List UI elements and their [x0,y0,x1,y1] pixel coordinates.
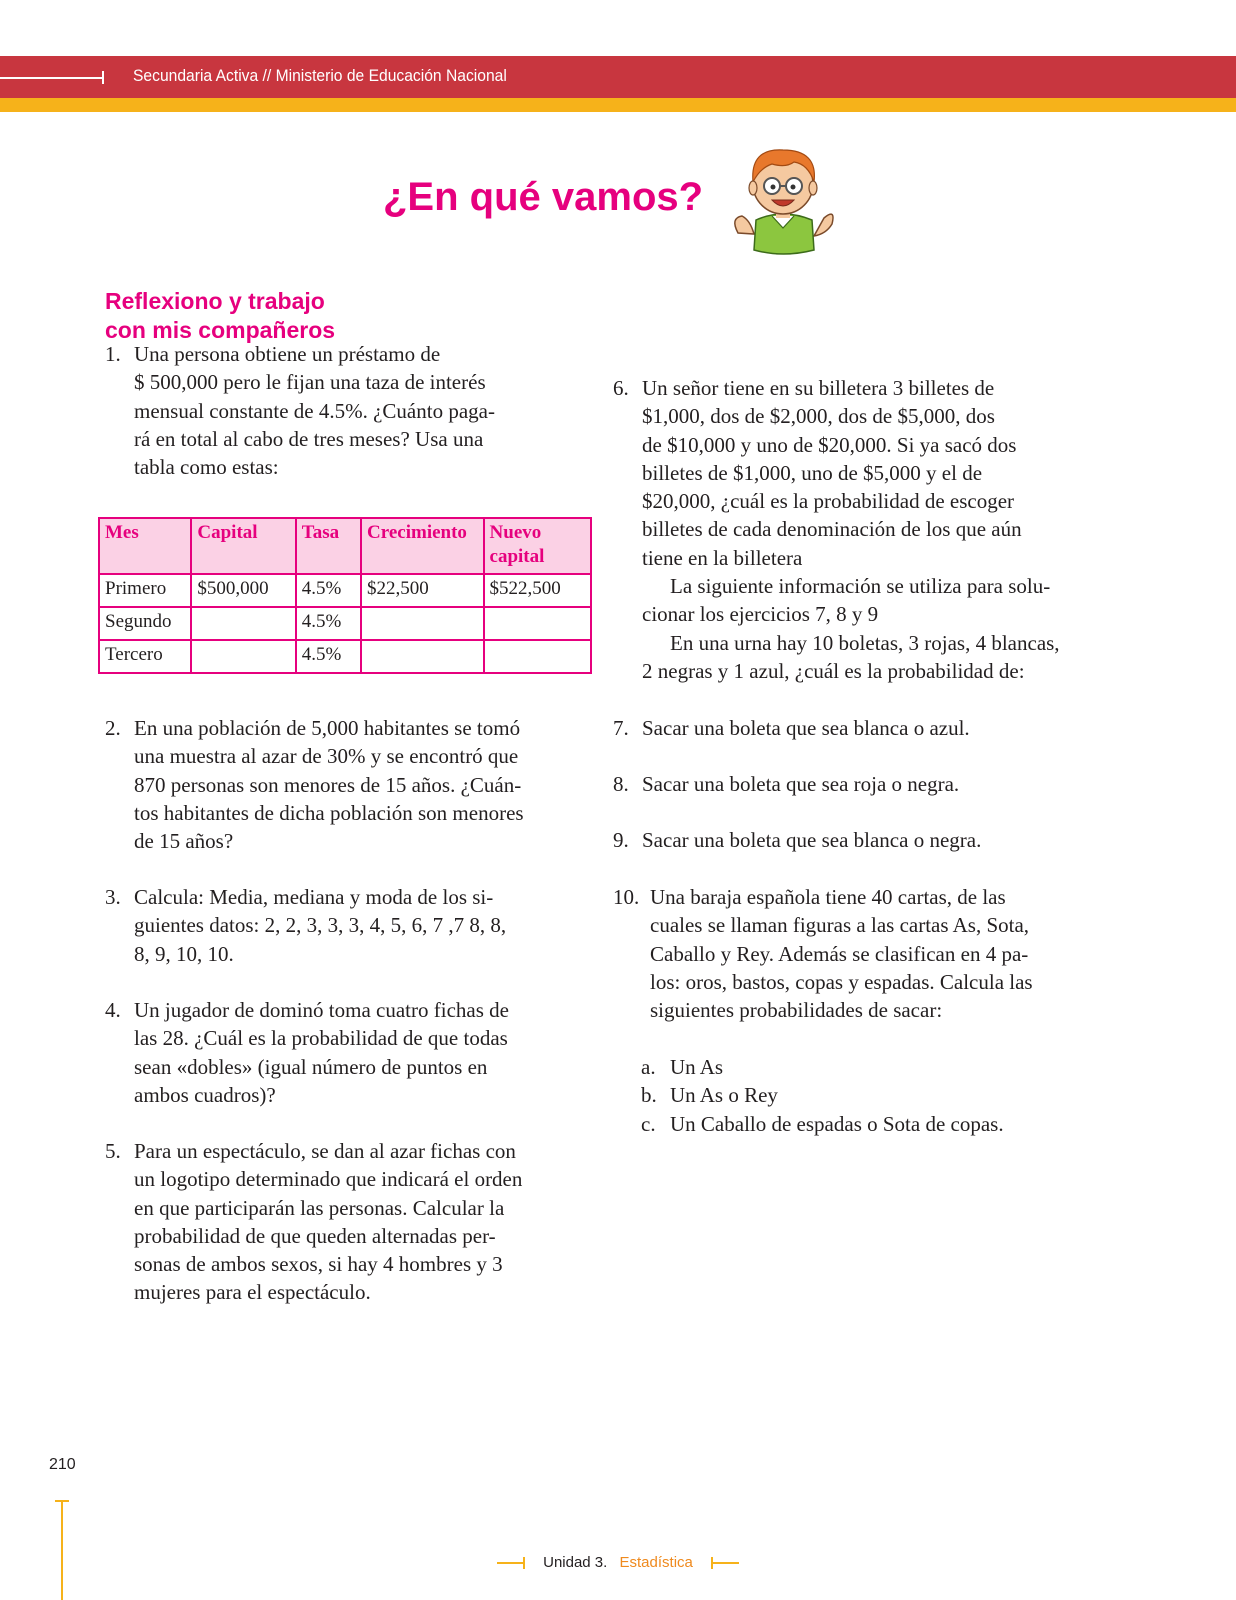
table-header-cell: Crecimiento [361,518,483,574]
header-title: Secundaria Activa // Ministerio de Educación Nacional [133,66,507,85]
text-line: mujeres para el espectáculo. [134,1280,371,1305]
table-cell: $500,000 [191,574,295,607]
table-cell: $22,500 [361,574,483,607]
text-line: 870 personas son menores de 15 años. ¿Cuán- [134,772,522,797]
exercise-text: Sacar una boleta que sea blanca o azul. [642,716,970,740]
text-line: de $10,000 y uno de $20,000. Si ya sacó dos [642,432,1017,457]
table-cell: Segundo [99,607,191,640]
table-row [99,640,591,673]
list-text: Un As o Rey [670,1083,778,1108]
text-line: una muestra al azar de 30% y se encontró que [134,744,519,769]
exercise-text: Sacar una boleta que sea roja o negra. [642,772,960,796]
exercise-text [134,1137,522,1307]
exercise-text [134,340,495,481]
text-line: 2 negras y 1 azul, ¿cuál es la probabilidad de: [642,659,1025,684]
table-row [99,607,591,640]
text-line: sean «dobles» (igual número de puntos en [134,1054,488,1079]
footer-right-tick [711,1562,739,1564]
page-title: ¿En qué vamos? [383,175,704,219]
exercise-text: Sacar una boleta que sea blanca o negra. [642,828,982,852]
text-line: 8, 9, 10, 10. [134,941,234,966]
text-line: $1,000, dos de $2,000, dos de $5,000, dos [642,404,995,429]
boy-character-illustration [728,138,838,258]
footer-topic: Estadística [619,1554,693,1571]
text-line: Caballo y Rey. Además se clasifican en 4 pa- [650,941,1029,966]
text-line: siguientes probabilidades de sacar: [650,998,943,1023]
loan-table [98,517,592,674]
table-cell: 4.5% [296,607,361,640]
text-line: un logotipo determinado que indicará el orden [134,1167,523,1192]
text-line: $20,000, ¿cuál es la probabilidad de escoger [642,489,1015,514]
exercise-number: 10. [613,885,640,909]
table-cell: Primero [99,574,191,607]
exercise-number: 7. [613,716,629,740]
text-line: Un jugador de dominó toma cuatro fichas de [134,998,509,1022]
exercise-number: 4. [105,998,121,1022]
exercise-text [650,883,1033,1024]
footer-unit: Unidad 3. [543,1554,608,1571]
text-line: tabla como estas: [134,455,279,480]
text-line: Un señor tiene en su billetera 3 billetes de [642,376,995,400]
list-letter: b. [641,1083,657,1108]
table-cell: $522,500 [484,574,591,607]
text-line: tiene en la billetera [642,545,803,570]
section-heading-line1: Reflexiono y trabajo [105,288,325,314]
table-cell: Tercero [99,640,191,673]
table-header-cell: Mes [99,518,191,574]
table-header-cell: Capital [191,518,295,574]
text-line: En una población de 5,000 habitantes se tomó [134,716,521,740]
table-cell: 4.5% [296,640,361,673]
exercise-number: 5. [105,1139,121,1163]
text-line: Una persona obtiene un préstamo de [134,342,441,366]
text-line: billetes de cada denominación de los que aún [642,517,1022,542]
footer [0,1554,1236,1571]
text-line: rá en total al cabo de tres meses? Usa una [134,426,484,451]
list-letter: a. [641,1055,656,1079]
text-line: guientes datos: 2, 2, 3, 3, 3, 4, 5, 6, 7 ,7 8, 8, [134,913,507,938]
table-cell [191,607,295,640]
exercise-text [134,883,506,968]
text-line: cuales se llaman figuras a las cartas As, Sota, [650,913,1030,938]
table-cell [484,607,591,640]
exercise-number: 3. [105,885,121,909]
text-line: billetes de $1,000, uno de $5,000 y el de [642,460,983,485]
text-line: cionar los ejercicios 7, 8 y 9 [642,602,879,627]
table-cell [484,640,591,673]
exercise-number: 9. [613,828,629,852]
text-line: de 15 años? [134,829,234,854]
text-line: en que participarán las personas. Calcular la [134,1195,505,1220]
text-line: Calcula: Media, mediana y moda de los si- [134,885,494,909]
table-cell [361,607,483,640]
list-text: Un As [670,1055,724,1079]
text-line: $ 500,000 pero le fijan una taza de interés [134,370,486,395]
section-heading [105,287,335,345]
table-header-cell: Tasa [296,518,361,574]
exercise-number: 1. [105,342,121,366]
header-tick [102,71,104,84]
page-number: 210 [49,1456,76,1473]
text-line: probabilidad de que queden alternadas per- [134,1223,496,1248]
exercise-text [134,714,524,855]
text-line: Para un espectáculo, se dan al azar fichas con [134,1139,516,1163]
text-line: La siguiente información se utiliza para solu- [670,574,1051,598]
info-paragraph-2 [642,629,1060,686]
footer-left-tick [497,1562,525,1564]
text-line: mensual constante de 4.5%. ¿Cuánto paga- [134,398,495,423]
header-accent-band [0,98,1236,112]
info-paragraph-1 [642,572,1051,629]
table-row [99,574,591,607]
header-rule [0,77,104,79]
exercise-text [134,996,509,1109]
text-line: sonas de ambos sexos, si hay 4 hombres y 3 [134,1252,503,1277]
list-letter: c. [641,1111,656,1136]
text-line: Una baraja española tiene 40 cartas, de las [650,885,1006,909]
exercise-number: 8. [613,772,629,796]
list-text: Un Caballo de espadas o Sota de copas. [670,1111,1004,1136]
table-cell [191,640,295,673]
text-line: tos habitantes de dicha población son menores [134,800,524,825]
table-header-row [99,518,591,574]
table-header-cell: Nuevo capital [484,518,591,574]
exercise-text [642,374,1022,572]
table-cell: 4.5% [296,574,361,607]
text-line: las 28. ¿Cuál es la probabilidad de que todas [134,1026,508,1051]
section-heading-line2: con mis compañeros [105,317,336,343]
margin-line [61,1501,63,1600]
text-line: ambos cuadros)? [134,1082,276,1107]
exercise-number: 2. [105,716,121,740]
table-cell [361,640,483,673]
exercise-number: 6. [613,376,629,400]
text-line: los: oros, bastos, copas y espadas. Calcula las [650,969,1033,994]
text-line: En una urna hay 10 boletas, 3 rojas, 4 blancas, [670,631,1060,655]
